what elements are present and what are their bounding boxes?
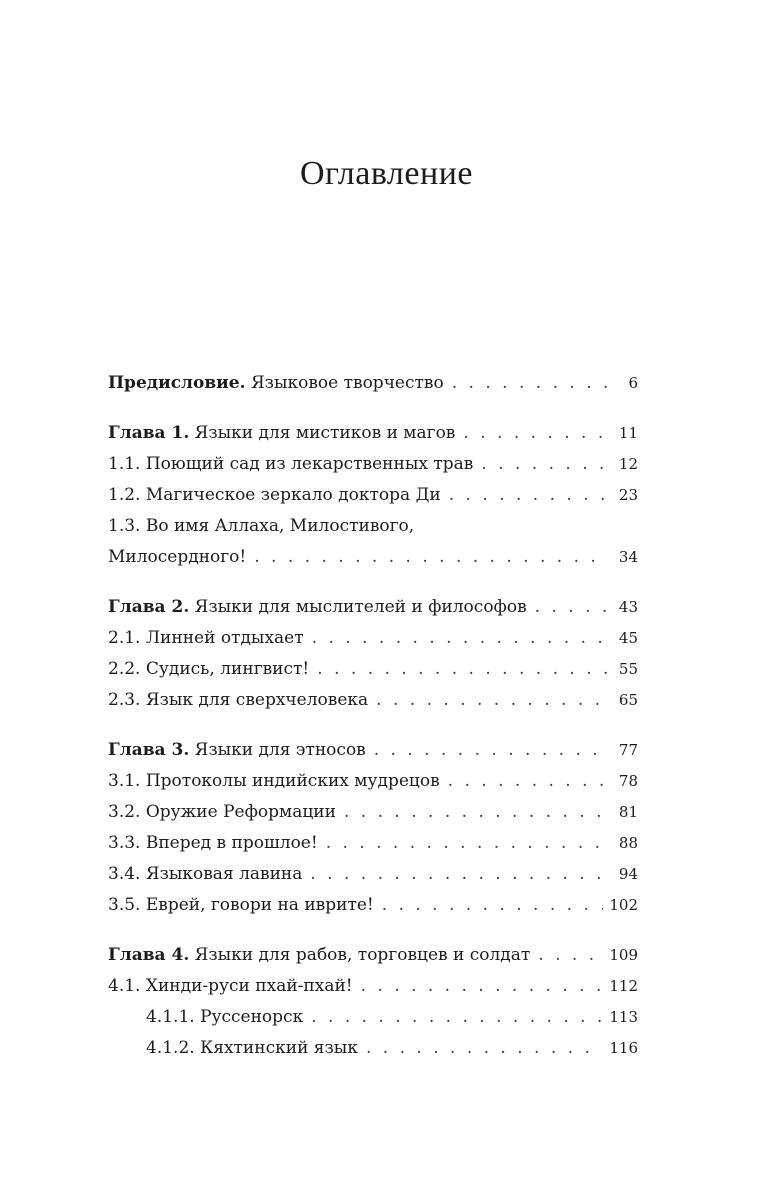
- entry-text: 2.3. Язык для сверхчеловека: [108, 690, 369, 710]
- entry-text: Языки для мыслителей и философов: [194, 597, 527, 617]
- page-number: 55: [618, 660, 638, 678]
- dot-leader: [361, 971, 604, 1002]
- entry-label: [108, 368, 444, 399]
- toc-entry-chapter-4[interactable]: [108, 940, 638, 971]
- page-number: 112: [609, 977, 638, 995]
- dot-leader: [452, 368, 608, 399]
- page-number: 12: [618, 455, 638, 473]
- entry-lead: Глава 4.: [108, 945, 190, 965]
- entry-label: [108, 592, 527, 623]
- dot-leader: [317, 654, 608, 685]
- dot-leader: [344, 797, 608, 828]
- dot-leader: [311, 1002, 603, 1033]
- toc-entry-preface[interactable]: [108, 368, 638, 399]
- entry-text: 3.1. Протоколы индийских мудрецов: [108, 771, 440, 791]
- entry-text: Языки для рабов, торговцев и солдат: [194, 945, 531, 965]
- toc-entry-section-line2[interactable]: [108, 542, 638, 573]
- page-number: 102: [609, 896, 638, 914]
- dot-leader: [382, 890, 604, 921]
- page-number: 65: [618, 691, 638, 709]
- entry-text: Языки для мистиков и магов: [194, 423, 456, 443]
- page-number: 113: [609, 1008, 638, 1026]
- page-number: 78: [618, 772, 638, 790]
- entry-text: 4.1.1. Руссенорск: [146, 1007, 304, 1027]
- page-number: 94: [618, 865, 638, 883]
- toc-entry-chapter-1[interactable]: [108, 418, 638, 449]
- dot-leader: [366, 1033, 603, 1064]
- entry-text: 1.3. Во имя Аллаха, Милостивого,: [108, 516, 415, 536]
- toc-entry-section[interactable]: [108, 797, 638, 828]
- page-number: 23: [618, 486, 638, 504]
- entry-lead: Глава 3.: [108, 740, 190, 760]
- entry-text: 2.2. Судись, лингвист!: [108, 659, 310, 679]
- entry-text: 1.2. Магическое зеркало доктора Ди: [108, 485, 441, 505]
- page-number: 116: [609, 1039, 638, 1057]
- entry-text: 2.1. Линней отдыхает: [108, 628, 304, 648]
- entry-text: 4.1. Хинди-руси пхай-пхай!: [108, 976, 353, 996]
- entry-text: 1.1. Поющий сад из лекарственных трав: [108, 454, 474, 474]
- toc-entry-subsection[interactable]: [108, 1033, 638, 1064]
- toc-entry-section[interactable]: [108, 623, 638, 654]
- page-number: 77: [618, 741, 638, 759]
- toc-entry-section[interactable]: [108, 890, 638, 921]
- page-number: 43: [618, 598, 638, 616]
- toc-entry-subsection[interactable]: [108, 1002, 638, 1033]
- dot-leader: [463, 418, 608, 449]
- toc-entry-section[interactable]: [108, 449, 638, 480]
- toc-entry-section-line1[interactable]: [108, 511, 638, 542]
- entry-label: [108, 940, 530, 971]
- dot-leader: [310, 859, 608, 890]
- page-number: 81: [618, 803, 638, 821]
- entry-text: Языки для этносов: [194, 740, 366, 760]
- page-number: 11: [618, 424, 638, 442]
- dot-leader: [374, 735, 608, 766]
- page-number: 109: [609, 946, 638, 964]
- toc-entry-section[interactable]: [108, 828, 638, 859]
- toc-entry-section[interactable]: [108, 685, 638, 716]
- entry-text: Милосердного!: [108, 547, 247, 567]
- toc-entry-section[interactable]: [108, 480, 638, 511]
- toc-entry-section[interactable]: [108, 859, 638, 890]
- dot-leader: [254, 542, 608, 573]
- entry-lead: Глава 1.: [108, 423, 190, 443]
- toc-entry-section[interactable]: [108, 971, 638, 1002]
- entry-text: 3.5. Еврей, говори на иврите!: [108, 895, 374, 915]
- dot-leader: [376, 685, 608, 716]
- entry-text: 3.2. Оружие Реформации: [108, 802, 336, 822]
- page-number: 88: [618, 834, 638, 852]
- entry-lead: Глава 2.: [108, 597, 190, 617]
- dot-leader: [481, 449, 608, 480]
- page-number: 34: [618, 548, 638, 566]
- entry-text: Языковое творчество: [250, 373, 444, 393]
- page-number: 6: [628, 374, 638, 392]
- entry-lead: Предисловие.: [108, 373, 246, 393]
- dot-leader: [312, 623, 608, 654]
- dot-leader: [538, 940, 603, 971]
- toc-entry-section[interactable]: [108, 766, 638, 797]
- dot-leader: [448, 766, 608, 797]
- dot-leader: [326, 828, 608, 859]
- entry-text: 3.3. Вперед в прошлое!: [108, 833, 318, 853]
- toc-entry-section[interactable]: [108, 654, 638, 685]
- entry-text: 4.1.2. Кяхтинский язык: [146, 1038, 358, 1058]
- page-title: Оглавление: [300, 155, 473, 192]
- entry-text: 3.4. Языковая лавина: [108, 864, 303, 884]
- page-number: 45: [618, 629, 638, 647]
- toc-entry-chapter-3[interactable]: [108, 735, 638, 766]
- entry-label: [108, 418, 455, 449]
- dot-leader: [535, 592, 608, 623]
- toc-entry-chapter-2[interactable]: [108, 592, 638, 623]
- dot-leader: [449, 480, 608, 511]
- table-of-contents: [108, 368, 638, 1064]
- entry-label: [108, 735, 366, 766]
